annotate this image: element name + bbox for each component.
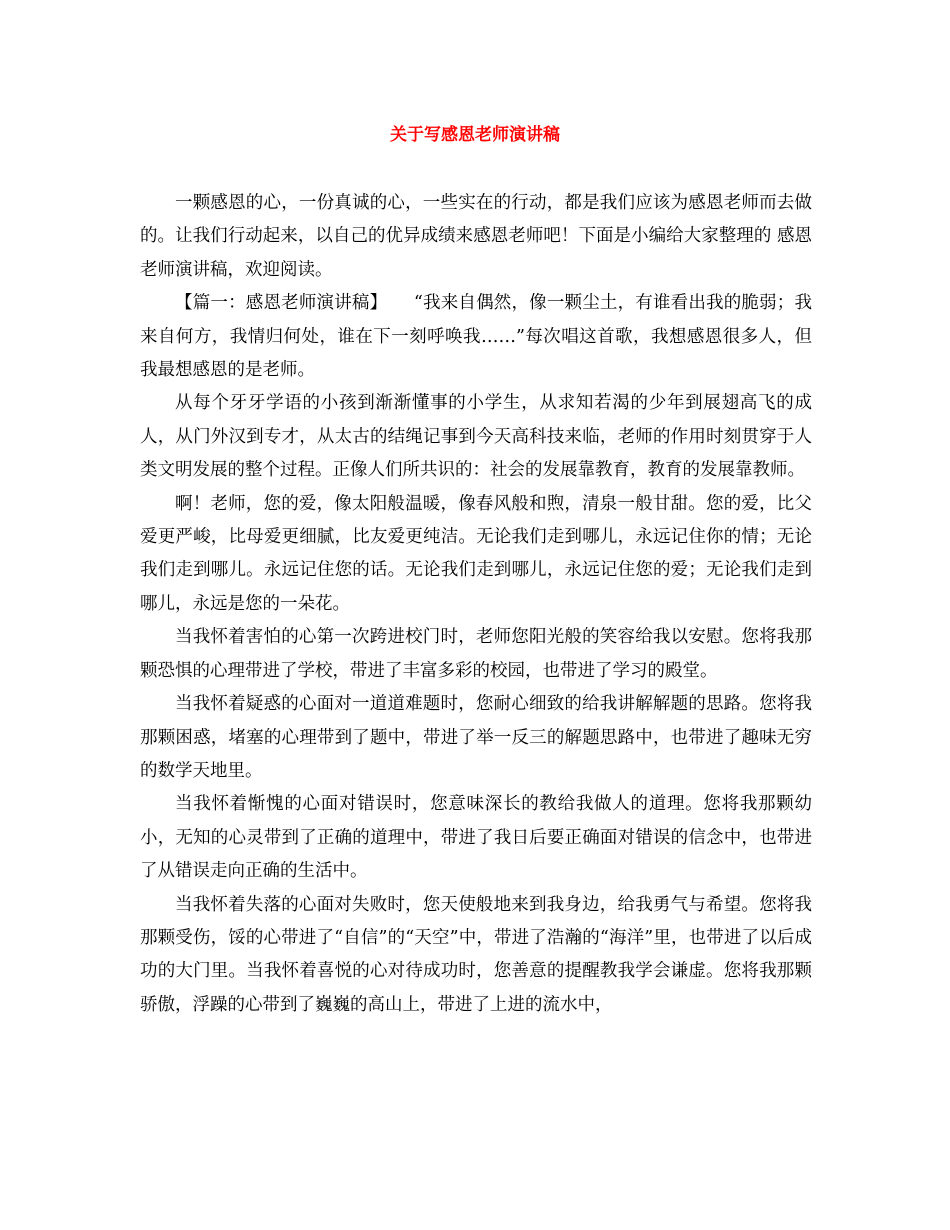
paragraph-growth: 从每个牙牙学语的小孩到渐渐懂事的小学生，从求知若渴的少年到展翅高飞的成人，从门外汉到专才，从太古的结绳记事到今天高科技来临，老师的作用时刻贯穿于人类文明发展的整个过程。正像人们所共识的：社会的发展靠教育，教育的发展靠教师。 — [140, 393, 812, 481]
paragraph-teacher-love: 啊！老师，您的爱，像太阳般温暖，像春风般和煦，清泉一般甘甜。您的爱，比父爱更严峻，比母爱更细腻，比友爱更纯洁。无论我们走到哪儿，永远记住你的情；无论我们走到哪儿。永远记住您的话。无论我们走到哪儿，永远记住您的爱；无论我们走到哪儿，永远是您的一朵花。 — [140, 493, 812, 614]
paragraph-intro: 一颗感恩的心，一份真诚的心，一些实在的行动，都是我们应该为感恩老师而去做的。让我们行动起来，以自己的优异成绩来感恩老师吧！下面是小编给大家整理的 感恩老师演讲稿，欢迎阅读。 — [140, 193, 812, 280]
paragraph-difficult-problems: 当我怀着疑惑的心面对一道道难题时，您耐心细致的给我讲解解题的思路。您将我那颗困惑，堵塞的心理带到了题中，带进了举一反三的解题思路中，也带进了趣味无穷的数学天地里。 — [140, 694, 812, 781]
paragraph-mistakes: 当我怀着惭愧的心面对错误时，您意味深长的教给我做人的道理。您将我那颗幼小，无知的心灵带到了正确的道理中，带进了我日后要正确面对错误的信念中，也带进了从错误走向正确的生活中。 — [140, 794, 812, 882]
paragraph-failure-success: 当我怀着失落的心面对失败时，您天使般地来到我身边，给我勇气与希望。您将我那颗受伤，馁的心带进了“自信”的“天空”中，带进了浩瀚的“海洋”里，也带进了以后成功的大门里。当我怀着喜悦的心对待成功时，您善意的提醒教我学会谦虚。您将我那颗骄傲，浮躁的心带到了巍巍的高山上，带进了上进的流水中， — [140, 894, 812, 1015]
paragraph-section-one: 【篇一：感恩老师演讲稿】 “我来自偶然，像一颗尘土，有谁看出我的脆弱；我来自何方，我情归何处，谁在下一刻呼唤我……”每次唱这首歌，我想感恩很多人，但我最想感恩的是老师。 — [140, 293, 812, 381]
document-body — [140, 187, 812, 1022]
paragraph-first-day: 当我怀着害怕的心第一次跨进校门时，老师您阳光般的笑容给我以安慰。您将我那颗恐惧的心理带进了学校，带进了丰富多彩的校园，也带进了学习的殿堂。 — [140, 627, 812, 681]
document-title: 关于写感恩老师演讲稿 — [390, 125, 560, 145]
